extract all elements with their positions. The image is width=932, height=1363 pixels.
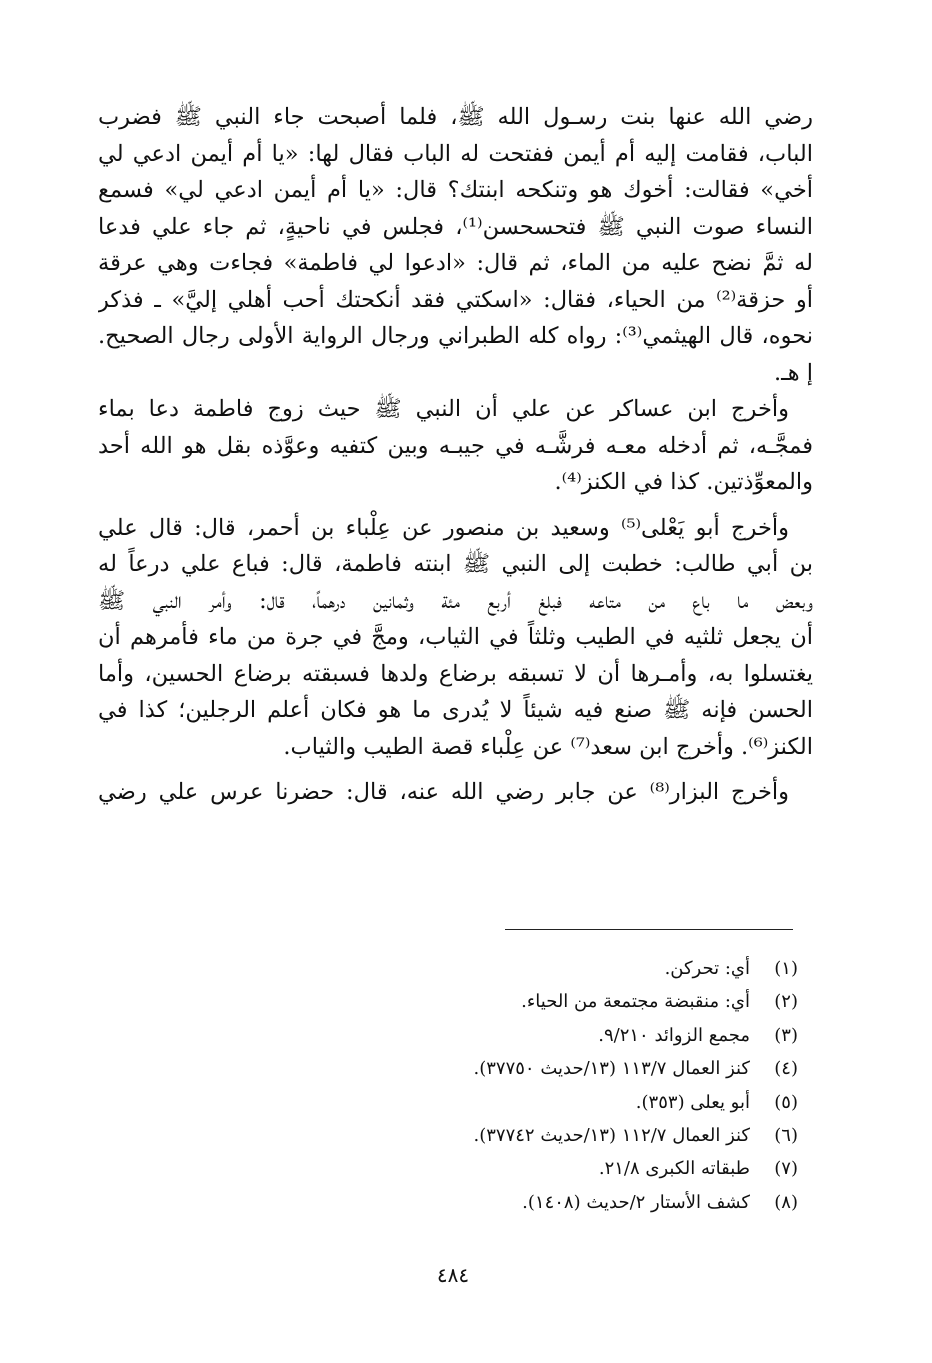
footnote-text: طبقاته الكبرى ٢١/٨. bbox=[598, 1158, 750, 1180]
footnote-separator bbox=[505, 929, 793, 930]
paragraph bbox=[98, 510, 813, 766]
text-line: بن أبي طالب: خطبت إلى النبي ﷺ ابنته فاطمة، قال: فباع علي درعاً له bbox=[98, 551, 813, 577]
main-text bbox=[98, 99, 813, 811]
footnote-number: (١) bbox=[774, 958, 798, 979]
footnote-number: (٢) bbox=[774, 991, 798, 1013]
footnote-text: كنز العمال ١١٣/٧ (١٣/حديث ٣٧٧٥٠). bbox=[473, 1058, 750, 1080]
text-line: أو حزقة⁽²⁾ من الحياء، فقال: «اسكتي فقد أنكحتك أحب أهلي إليَّ» ـ فذكر bbox=[98, 286, 813, 313]
paragraph bbox=[98, 774, 813, 811]
text-line: أخي» فقالت: أخوك هو وتنكحه ابنتك؟ قال: «يا أم أيمن ادعي لي» فسمع bbox=[98, 177, 813, 203]
footnote-number: (٦) bbox=[774, 1124, 798, 1146]
footnote-text: كشف الأستار ٢/حديث (١٤٠٨). bbox=[522, 1191, 750, 1213]
paragraph bbox=[98, 99, 813, 391]
footnote-item bbox=[300, 1152, 798, 1185]
footnote-item bbox=[300, 1019, 798, 1052]
text-line: يغتسلوا به، وأمـرها أن لا تسبقه برضاع ولدها فسبقته برضاع الحسين، وأما bbox=[98, 660, 813, 687]
text-line: له ثمَّ نضح عليه من الماء، ثم قال: «ادعوا لي فاطمة» فجاءت وهي عرقة bbox=[98, 250, 813, 276]
footnote-number: (٤) bbox=[774, 1058, 798, 1080]
text-line: وأخرج أبو يَعْلى⁽⁵⁾ وسعيد بن منصور عن عِلْباء بن أحمر، قال: قال علي bbox=[98, 514, 789, 541]
text-line: الحسن فإنه ﷺ صنع فيه شيئاً لا يُدرى ما هو فكان أعلم الرجلين؛ كذا في bbox=[98, 697, 813, 723]
footnote-text: أبو يعلى (٣٥٣). bbox=[635, 1091, 750, 1113]
text-line: والمعوِّذتين. كذا في الكنز⁽⁴⁾. bbox=[554, 469, 813, 495]
footnote-text: مجمع الزوائد ٩/٢١٠. bbox=[598, 1024, 750, 1046]
footnote-number: (٣) bbox=[774, 1024, 798, 1046]
text-line: وأخرج البزار⁽⁸⁾ عن جابر رضي الله عنه، قال: حضرنا عرس علي رضي bbox=[98, 779, 789, 805]
footnote-item bbox=[300, 952, 798, 985]
footnote-number: (٧) bbox=[774, 1158, 798, 1180]
text-line: النساء صوت النبي ﷺ فتحسحسن⁽¹⁾، فجلس في ناحيةٍ، ثم جاء علي فدعا bbox=[98, 213, 813, 240]
text-line: فمجَّـه، ثم أدخله معـه فرشَّـه في جيبـه وبين كتفيه وعوَّذه بقل هو الله أحد bbox=[98, 432, 813, 459]
text-line: وبعض ما باع من متاعه فبلغ أربع مئة وثمانين درهماً، قال: وأمر النبي ﷺ bbox=[98, 587, 813, 614]
text-line: وأخرج ابن عساكر عن علي أن النبي ﷺ حيث زوج فاطمة دعا بماء bbox=[98, 396, 789, 422]
footnotes bbox=[300, 952, 798, 1219]
footnote-number: (٥) bbox=[774, 1091, 798, 1113]
text-line: الكنز⁽⁶⁾. وأخرج ابن سعد⁽⁷⁾ عن عِلْباء قصة الطيب والثياب. bbox=[283, 733, 813, 760]
footnote-item bbox=[300, 985, 798, 1018]
footnote-item bbox=[300, 1186, 798, 1219]
text-line: رضي الله عنها بنت رسـول الله ﷺ، فلما أصبحت جاء النبي ﷺ فضرب bbox=[98, 104, 813, 130]
text-line: نحوه، قال الهيثمي⁽³⁾: رواه كله الطبراني ورجال الرواية الأولى رجال الصحيح. bbox=[98, 323, 813, 349]
page-number: ٤٨٤ bbox=[436, 1263, 470, 1287]
footnote-item bbox=[300, 1052, 798, 1085]
footnote-text: أي: تحركن. bbox=[664, 958, 750, 979]
footnote-number: (٨) bbox=[774, 1191, 798, 1213]
footnote-text: أي: منقبضة مجتمعة من الحياء. bbox=[521, 991, 750, 1013]
footnote-item bbox=[300, 1119, 798, 1152]
text-line: الباب، فقامت إليه أم أيمن ففتحت له الباب فقال لها: «يا أم أيمن ادعي لي bbox=[98, 140, 813, 167]
footnote-item bbox=[300, 1086, 798, 1119]
text-line: أن يجعل ثلثيه في الطيب وثلثاً في الثياب، ومجَّ في جرة من ماء فأمرهم أن bbox=[98, 624, 813, 650]
footnote-text: كنز العمال ١١٢/٧ (١٣/حديث ٣٧٧٤٢). bbox=[473, 1124, 750, 1146]
paragraph bbox=[98, 391, 813, 501]
text-line: إ هـ. bbox=[773, 359, 813, 386]
